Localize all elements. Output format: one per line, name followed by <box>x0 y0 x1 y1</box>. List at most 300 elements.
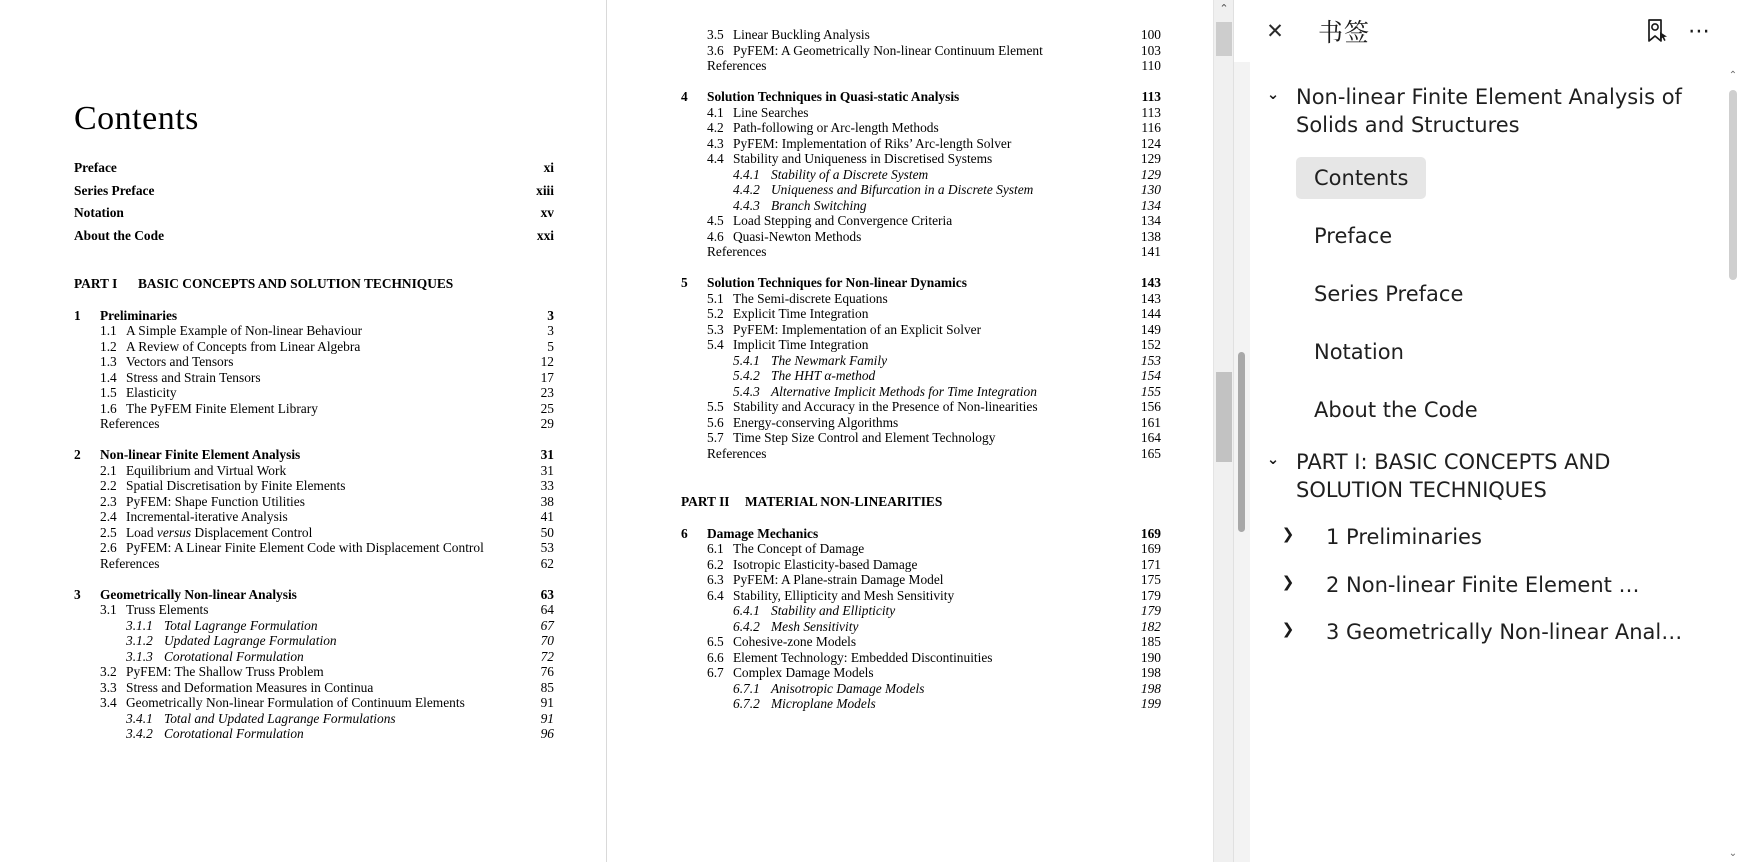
toc-entry-page: 199 <box>1140 696 1161 711</box>
toc-entry[interactable] <box>681 182 1161 198</box>
toc-entry-title: PyFEM: A Geometrically Non-linear Continuum Element <box>733 42 1043 58</box>
toc-entry-page: 134 <box>1140 197 1161 213</box>
toc-entry[interactable] <box>74 354 554 370</box>
toc-entry-title: About the Code <box>74 227 165 243</box>
toc-part-number: PART II <box>681 494 730 509</box>
toc-entry[interactable] <box>681 275 1161 291</box>
toc-entry-title: The PyFEM Finite Element Library <box>126 400 318 416</box>
toc-entry-number: 1.4 <box>100 369 117 385</box>
toc-entry-title: Path-following or Arc-length Methods <box>733 120 939 135</box>
toc-spacer <box>74 571 554 587</box>
toc-entry[interactable] <box>681 306 1161 322</box>
toc-entry-page: 70 <box>540 633 554 648</box>
scrollbar-thumb[interactable] <box>1216 372 1232 462</box>
toc-entry-page: 124 <box>1140 135 1161 151</box>
toc-entry[interactable] <box>681 526 1161 542</box>
toc-entry-title: Equilibrium and Virtual Work <box>126 462 287 478</box>
panel-scrollbar-thumb[interactable] <box>1729 90 1737 280</box>
toc-entry-number: 4.3 <box>707 135 724 151</box>
toc-entry-number: 3.4.1 <box>126 710 153 726</box>
toc-entry-title: Microplane Models <box>771 696 876 711</box>
add-bookmark-icon[interactable] <box>1638 13 1674 49</box>
toc-entry[interactable] <box>681 399 1161 415</box>
toc-entry-number: 3.1 <box>100 602 117 617</box>
toc-entry-title: Geometrically Non-linear Formulation of Continuum Elements <box>126 695 465 710</box>
toc-entry-page: 3 <box>547 307 554 323</box>
toc-entry[interactable] <box>681 43 1161 59</box>
toc-left-column <box>74 160 554 742</box>
toc-entry[interactable] <box>681 27 1161 43</box>
toc-entry-title: PyFEM: A Linear Finite Element Code with Displacement Control <box>126 540 484 555</box>
toc-entry[interactable] <box>681 557 1161 573</box>
toc-entry-title: Linear Buckling Analysis <box>733 27 870 42</box>
toc-entry-title: References <box>100 555 160 571</box>
toc-entry[interactable] <box>681 322 1161 338</box>
toc-entry-number: 2.2 <box>100 478 117 493</box>
chevron-right-icon[interactable]: ❯ <box>1281 525 1295 543</box>
toc-entry-number: 5.1 <box>707 290 724 306</box>
toc-entry[interactable] <box>74 633 554 649</box>
toc-entry-number: 6.2 <box>707 556 724 572</box>
toc-entry-number: 4.4.3 <box>733 197 760 213</box>
toc-entry[interactable] <box>74 463 554 479</box>
toc-entry-number: 4.6 <box>707 228 724 244</box>
toc-entry-number: 5.6 <box>707 414 724 430</box>
panel-outer-scrollbar[interactable] <box>1726 68 1740 862</box>
toc-entry-number: 2.3 <box>100 493 117 509</box>
toc-entry[interactable] <box>681 588 1161 604</box>
scrollbar-thumb-top[interactable] <box>1216 22 1232 56</box>
panel-scroll-down-arrow-icon[interactable]: ⌄ <box>1728 848 1738 859</box>
bookmark-item-label: About the Code <box>1314 398 1478 422</box>
toc-entry-title: The HHT α-method <box>771 368 876 383</box>
toc-entry-title: Notation <box>74 205 124 220</box>
toc-entry-number: 6.7 <box>707 665 724 680</box>
bookmark-item[interactable] <box>1250 265 1722 323</box>
toc-entry-page: 23 <box>540 385 554 400</box>
toc-entry[interactable] <box>74 494 554 510</box>
toc-entry-number: 2.6 <box>100 540 117 555</box>
toc-entry-title: References <box>707 244 767 259</box>
toc-entry-title: Incremental-iterative Analysis <box>126 509 288 524</box>
toc-entry[interactable] <box>681 619 1161 635</box>
toc-entry-page: 138 <box>1140 228 1161 244</box>
toc-entry[interactable] <box>681 368 1161 384</box>
scroll-up-arrow-icon[interactable]: ⌃ <box>1219 3 1229 15</box>
toc-entry[interactable] <box>74 416 554 432</box>
toc-entry[interactable] <box>74 726 554 742</box>
page-title: Contents <box>74 100 199 137</box>
toc-entry-number: 5.4 <box>707 337 724 352</box>
toc-entry-number: 5.7 <box>707 430 724 445</box>
toc-entry[interactable] <box>681 430 1161 446</box>
toc-entry-title: Branch Switching <box>771 197 867 213</box>
toc-entry-title: Mesh Sensitivity <box>771 618 859 634</box>
bookmarks-scrollbar-thumb[interactable] <box>1238 352 1245 532</box>
toc-entry-title: Load Stepping and Convergence Criteria <box>733 213 953 228</box>
toc-entry-page: 76 <box>540 664 554 679</box>
toc-entry-title: Series Preface <box>74 182 155 198</box>
toc-entry-page: 185 <box>1140 634 1161 649</box>
toc-entry-page: 182 <box>1140 618 1161 634</box>
toc-entry-number: 1 <box>74 307 81 323</box>
bookmark-item[interactable] <box>1250 562 1722 610</box>
toc-entry-page: 169 <box>1140 525 1161 541</box>
toc-entry-title: The Concept of Damage <box>733 541 865 556</box>
toc-entry-title: Quasi-Newton Methods <box>733 228 862 244</box>
bookmark-item-label: Notation <box>1314 340 1404 364</box>
toc-entry[interactable] <box>74 711 554 727</box>
toc-entry-title: Spatial Discretisation by Finite Elements <box>126 478 346 493</box>
toc-entry-title: Cohesive-zone Models <box>733 634 857 649</box>
bookmark-item[interactable] <box>1250 609 1722 657</box>
document-scrollbar[interactable] <box>1213 0 1233 862</box>
toc-entry-number: 2 <box>74 447 81 462</box>
toc-part-number: PART I <box>74 276 118 291</box>
toc-entry-number: 4.1 <box>707 104 724 120</box>
toc-entry-page: 67 <box>540 617 554 633</box>
bookmark-item-label: Contents <box>1296 157 1426 199</box>
toc-entry-title: Elasticity <box>126 385 177 400</box>
toc-entry-number: 1.3 <box>100 354 117 369</box>
toc-entry-page: 3 <box>547 323 554 338</box>
toc-entry-number: 5.3 <box>707 321 724 337</box>
toc-entry[interactable] <box>74 602 554 618</box>
toc-entry-page: 179 <box>1140 603 1161 618</box>
toc-entry-number: 2.4 <box>100 509 117 524</box>
toc-entry-title: PyFEM: Shape Function Utilities <box>126 493 305 509</box>
toc-entry[interactable] <box>74 478 554 494</box>
toc-entry-title: Solution Techniques in Quasi-static Analysis <box>707 89 960 104</box>
toc-frontmatter-entry[interactable] <box>74 205 554 228</box>
bookmark-item[interactable] <box>1250 74 1722 149</box>
toc-entry-page: 38 <box>540 493 554 509</box>
toc-entry-number: 1.6 <box>100 400 117 416</box>
toc-entry-page: 113 <box>1141 89 1161 104</box>
toc-entry-title: Stress and Deformation Measures in Continua <box>126 679 374 695</box>
toc-entry-title: References <box>100 416 160 431</box>
toc-entry-page: 85 <box>540 679 554 695</box>
bookmark-item-label: 1 Preliminaries <box>1326 525 1482 549</box>
toc-entry-page: xv <box>540 205 554 220</box>
toc-entry-number: 3.1.2 <box>126 633 153 648</box>
toc-entry[interactable] <box>74 323 554 339</box>
toc-entry-page: 179 <box>1140 587 1161 603</box>
toc-entry-title: Stability and Accuracy in the Presence of Non-linearities <box>733 399 1038 414</box>
toc-frontmatter-entry[interactable] <box>74 228 554 251</box>
toc-entry-page: 161 <box>1140 414 1161 430</box>
toc-entry-page: 116 <box>1141 120 1161 135</box>
toc-entry-title: Total and Updated Lagrange Formulations <box>164 710 396 726</box>
bookmark-item-label: 2 Non-linear Finite Element … <box>1326 572 1640 597</box>
toc-entry[interactable] <box>681 244 1161 260</box>
toc-entry[interactable] <box>681 384 1161 400</box>
toc-entry-page: 171 <box>1140 556 1161 572</box>
toc-entry[interactable] <box>74 308 554 324</box>
toc-entry[interactable] <box>681 572 1161 588</box>
toc-entry-page: 96 <box>540 726 554 741</box>
toc-entry-title: A Simple Example of Non-linear Behaviour <box>126 323 363 338</box>
toc-entry-page: 155 <box>1140 383 1161 399</box>
toc-entry[interactable] <box>74 664 554 680</box>
toc-entry-title: Complex Damage Models <box>733 665 874 680</box>
toc-entry-title: Corotational Formulation <box>164 726 304 741</box>
chevron-right-icon[interactable]: ❯ <box>1281 620 1295 638</box>
toc-entry-page: 169 <box>1140 541 1161 556</box>
toc-entry-page: 165 <box>1140 445 1161 461</box>
toc-entry[interactable] <box>681 415 1161 431</box>
toc-entry-number: 6.4.2 <box>733 618 760 634</box>
bookmark-item[interactable] <box>1250 439 1722 514</box>
toc-entry-number: 5.4.1 <box>733 352 760 368</box>
bookmark-item[interactable] <box>1250 514 1722 562</box>
toc-entry-number: 5.4.2 <box>733 368 760 383</box>
toc-entry-title: PyFEM: Implementation of Riks’ Arc-length Solver <box>733 135 1012 151</box>
chevron-down-icon[interactable]: ⌄ <box>1266 450 1280 468</box>
toc-entry-page: 31 <box>540 462 554 478</box>
toc-entry-number: 4.5 <box>707 213 724 228</box>
toc-entry-number: 5 <box>681 275 688 290</box>
chevron-down-icon[interactable]: ⌄ <box>1266 85 1280 103</box>
toc-entry-number: 6.5 <box>707 634 724 649</box>
bookmark-item[interactable] <box>1250 207 1722 265</box>
toc-entry-title: Solution Techniques for Non-linear Dynamics <box>707 275 967 290</box>
toc-entry-title: Truss Elements <box>126 602 209 617</box>
toc-entry-title: Preliminaries <box>100 307 178 323</box>
toc-entry[interactable] <box>681 337 1161 353</box>
toc-entry[interactable] <box>681 89 1161 105</box>
toc-entry-page: 143 <box>1140 290 1161 306</box>
toc-entry[interactable] <box>681 353 1161 369</box>
toc-entry[interactable] <box>681 681 1161 697</box>
toc-entry[interactable] <box>74 401 554 417</box>
toc-entry[interactable] <box>681 650 1161 666</box>
toc-entry-page: 134 <box>1140 213 1161 228</box>
toc-entry-number: 3.6 <box>707 42 724 58</box>
bookmark-item[interactable] <box>1250 323 1722 381</box>
toc-entry-title: Implicit Time Integration <box>733 337 869 352</box>
toc-part-gap <box>681 461 1161 494</box>
toc-entry[interactable] <box>681 229 1161 245</box>
toc-entry-page: 63 <box>540 586 554 602</box>
toc-entry-title: Line Searches <box>733 104 809 120</box>
toc-entry-number: 3.1.1 <box>126 617 153 633</box>
panel-scroll-up-arrow-icon[interactable]: ⌃ <box>1728 70 1738 81</box>
toc-entry[interactable] <box>681 136 1161 152</box>
toc-entry-title: Vectors and Tensors <box>126 354 234 369</box>
toc-entry-number: 3.4.2 <box>126 726 153 741</box>
toc-entry[interactable] <box>74 680 554 696</box>
toc-entry[interactable] <box>74 587 554 603</box>
toc-entry-page: 29 <box>540 416 554 431</box>
toc-entry-number: 2.5 <box>100 524 117 540</box>
toc-entry-number: 4 <box>681 89 688 104</box>
toc-entry-page: 12 <box>540 354 554 369</box>
bookmarks-scrollbar-track[interactable] <box>1234 62 1250 862</box>
toc-entry[interactable] <box>74 525 554 541</box>
toc-entry-page: 41 <box>540 509 554 524</box>
toc-entry-page: xi <box>543 160 554 175</box>
more-options-icon[interactable]: ⋯ <box>1688 18 1712 44</box>
toc-entry-page: 33 <box>540 478 554 493</box>
toc-entry-title: Anisotropic Damage Models <box>771 680 925 696</box>
toc-entry-number: 6.6 <box>707 649 724 665</box>
toc-frontmatter-entry[interactable] <box>74 160 554 183</box>
toc-entry-number: 1.1 <box>100 323 117 338</box>
toc-entry-title: Corotational Formulation <box>164 648 304 664</box>
toc-entry-number: 4.4.1 <box>733 166 760 182</box>
toc-entry-page: 152 <box>1140 337 1161 352</box>
toc-entry-page: xxi <box>536 227 554 243</box>
toc-entry-title: Stability of a Discrete System <box>771 166 929 182</box>
toc-entry-title: Element Technology: Embedded Discontinuities <box>733 649 993 665</box>
bookmark-item-label: Series Preface <box>1314 282 1464 306</box>
toc-entry-page: 153 <box>1140 352 1161 368</box>
toc-entry-title: PyFEM: A Plane-strain Damage Model <box>733 572 944 587</box>
toc-part-title: MATERIAL NON-LINEARITIES <box>745 494 943 509</box>
toc-entry[interactable] <box>74 618 554 634</box>
toc-entry-title: Explicit Time Integration <box>733 306 869 321</box>
toc-entry-number: 6.7.1 <box>733 680 760 696</box>
bookmark-item-label: Preface <box>1314 224 1393 248</box>
toc-entry-title: Load versus Displacement Control <box>126 524 313 540</box>
toc-entry-number: 4.4.2 <box>733 182 760 197</box>
toc-entry[interactable] <box>74 556 554 572</box>
toc-entry[interactable] <box>681 446 1161 462</box>
toc-entry-page: 113 <box>1141 104 1161 120</box>
toc-entry[interactable] <box>681 167 1161 183</box>
toc-entry-title: Non-linear Finite Element Analysis <box>100 447 301 462</box>
toc-entry-title: Damage Mechanics <box>707 525 819 541</box>
toc-entry[interactable] <box>681 198 1161 214</box>
toc-entry[interactable] <box>681 291 1161 307</box>
toc-entry-number: 5.5 <box>707 399 724 414</box>
toc-entry-number: 4.4 <box>707 151 724 166</box>
toc-entry-number: 3.1.3 <box>126 648 153 664</box>
toc-frontmatter-entry[interactable] <box>74 183 554 206</box>
toc-entry-number: 6.7.2 <box>733 696 760 711</box>
toc-entry[interactable] <box>74 540 554 556</box>
bookmarks-panel <box>1233 0 1740 862</box>
toc-entry[interactable] <box>74 649 554 665</box>
bookmark-item-label: 3 Geometrically Non-linear Anal… <box>1326 620 1683 644</box>
toc-entry[interactable] <box>681 120 1161 136</box>
toc-entry-title: Time Step Size Control and Element Technology <box>733 430 996 445</box>
document-page-left <box>0 0 606 862</box>
document-page-right <box>607 0 1213 862</box>
chevron-right-icon[interactable]: ❯ <box>1281 572 1295 591</box>
toc-entry-number: 3.2 <box>100 664 117 679</box>
toc-entry-title: Isotropic Elasticity-based Damage <box>733 556 918 572</box>
toc-gap <box>681 510 1161 526</box>
toc-entry-number: 1.2 <box>100 338 117 354</box>
toc-entry[interactable] <box>681 696 1161 712</box>
bookmark-item-label: Non-linear Finite Element Analysis of Solids and Structures <box>1296 85 1682 137</box>
toc-entry-page: 198 <box>1140 665 1161 680</box>
toc-entry-page: 17 <box>540 369 554 385</box>
toc-entry[interactable] <box>681 58 1161 74</box>
toc-spacer <box>74 432 554 448</box>
toc-entry-title: References <box>707 445 767 461</box>
toc-entry-number: 5.4.3 <box>733 383 760 399</box>
bookmarks-panel-title: 书签 <box>1318 18 1371 47</box>
toc-entry-title: Stability and Ellipticity <box>771 603 896 618</box>
bookmarks-tree <box>1250 62 1722 862</box>
toc-entry[interactable] <box>74 695 554 711</box>
toc-entry[interactable] <box>74 447 554 463</box>
toc-entry[interactable] <box>681 213 1161 229</box>
bookmark-item[interactable] <box>1250 381 1722 439</box>
bookmark-item-label: PART I: BASIC CONCEPTS AND SOLUTION TECHNIQUES <box>1296 450 1611 502</box>
bookmark-item[interactable] <box>1250 149 1722 207</box>
toc-entry[interactable] <box>681 105 1161 121</box>
toc-entry-title: Updated Lagrange Formulation <box>164 633 337 648</box>
toc-entry-number: 3.4 <box>100 695 117 710</box>
toc-entry[interactable] <box>74 385 554 401</box>
bookmarks-panel-body <box>1234 62 1740 862</box>
toc-entry-page: 164 <box>1140 430 1161 445</box>
toc-entry-page: 91 <box>540 710 554 726</box>
toc-entry-page: 62 <box>540 555 554 571</box>
toc-gap <box>74 292 554 308</box>
toc-entry[interactable] <box>74 339 554 355</box>
bookmarks-panel-header <box>1234 0 1740 62</box>
toc-entry-title: PyFEM: Implementation of an Explicit Solver <box>733 321 982 337</box>
toc-part-title: BASIC CONCEPTS AND SOLUTION TECHNIQUES <box>138 276 454 291</box>
toc-right-column <box>681 27 1161 712</box>
toc-entry-title: The Newmark Family <box>771 352 888 368</box>
toc-entry-title: Total Lagrange Formulation <box>164 617 318 633</box>
toc-entry[interactable] <box>681 665 1161 681</box>
close-icon[interactable]: ✕ <box>1266 18 1284 43</box>
toc-entry-page: 154 <box>1140 368 1161 383</box>
toc-entry-title: Geometrically Non-linear Analysis <box>100 586 297 602</box>
toc-entry-page: 72 <box>540 648 554 664</box>
toc-entry[interactable] <box>681 634 1161 650</box>
toc-entry[interactable] <box>74 509 554 525</box>
toc-entry-page: 5 <box>547 338 554 354</box>
toc-entry-number: 6.1 <box>707 541 724 556</box>
toc-entry-number: 4.2 <box>707 120 724 135</box>
toc-entry[interactable] <box>681 151 1161 167</box>
toc-entry[interactable] <box>681 541 1161 557</box>
toc-entry-page: 103 <box>1140 42 1161 58</box>
toc-part-heading <box>74 276 554 292</box>
toc-entry-number: 1.5 <box>100 385 117 400</box>
toc-entry-page: 198 <box>1140 680 1161 696</box>
toc-entry-title: A Review of Concepts from Linear Algebra <box>126 338 361 354</box>
toc-entry-page: 130 <box>1140 182 1161 197</box>
toc-entry-number: 6.4 <box>707 587 724 603</box>
toc-part-heading <box>681 494 1161 510</box>
toc-entry[interactable] <box>74 370 554 386</box>
toc-entry-page: 64 <box>540 602 554 617</box>
toc-entry-page: 175 <box>1140 572 1161 587</box>
toc-entry-page: 190 <box>1140 649 1161 665</box>
toc-entry-page: 144 <box>1140 306 1161 321</box>
toc-entry-title: Stability, Ellipticity and Mesh Sensitivity <box>733 587 955 603</box>
toc-entry-page: 143 <box>1140 275 1161 290</box>
toc-entry-title: Stability and Uniqueness in Discretised Systems <box>733 151 993 166</box>
toc-entry-number: 3 <box>74 586 81 602</box>
toc-entry-title: Preface <box>74 160 117 175</box>
toc-entry-page: 100 <box>1140 27 1161 42</box>
toc-entry-title: Alternative Implicit Methods for Time Integration <box>771 383 1037 399</box>
toc-entry-page: 129 <box>1140 166 1161 182</box>
toc-entry-page: 129 <box>1140 151 1161 166</box>
toc-entry-page: 149 <box>1140 321 1161 337</box>
toc-entry[interactable] <box>681 603 1161 619</box>
